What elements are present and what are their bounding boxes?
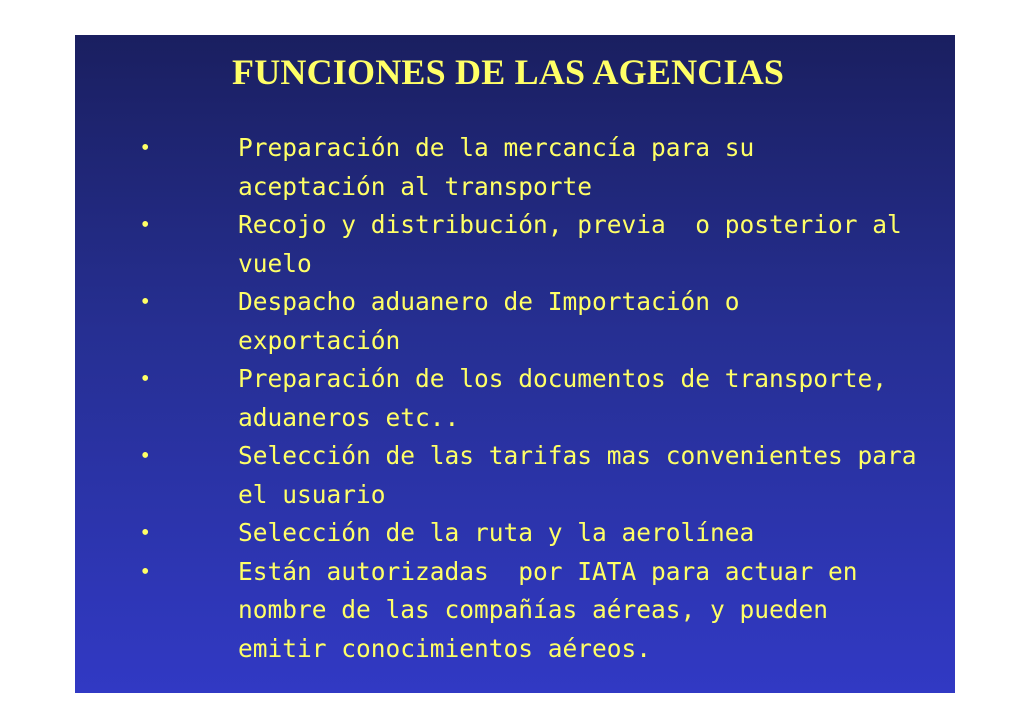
slide — [75, 35, 955, 693]
bullet-icon: • — [141, 520, 150, 546]
list-item — [75, 437, 917, 514]
list-item-text-line: Recojo y distribución, previa o posterior al — [238, 210, 902, 239]
bullet-icon: • — [141, 558, 150, 585]
list-item-text-line: el usuario — [238, 479, 386, 509]
bullet-list — [75, 129, 917, 668]
list-item — [75, 206, 917, 283]
bullet-icon: • — [141, 212, 150, 238]
list-item-text-line: Selección de la ruta y la aerolínea — [238, 518, 755, 547]
list-item — [75, 283, 917, 360]
list-item — [75, 129, 917, 206]
bullet-icon: • — [141, 289, 150, 315]
bullet-icon: • — [141, 366, 150, 392]
bullet-icon: • — [141, 135, 150, 161]
list-item-text-line: exportación — [238, 325, 401, 355]
list-item-text-line: nombre de las compañías aéreas, y pueden — [238, 595, 829, 624]
list-item-text-line: vuelo — [238, 248, 312, 278]
list-item-text-line: Están autorizadas por IATA para actuar en — [238, 556, 858, 586]
slide-title: FUNCIONES DE LAS AGENCIAS — [232, 52, 785, 92]
list-item — [75, 360, 917, 437]
list-item-text-line: aduaneros etc.. — [238, 402, 460, 432]
bullet-icon: • — [141, 443, 150, 469]
list-item-text-line: Selección de las tarifas mas convenientes para — [238, 441, 917, 470]
list-item-text-line: aceptación al transporte — [238, 171, 593, 201]
list-item-text-line: Preparación de los documentos de transporte, — [238, 364, 888, 393]
list-item — [75, 514, 917, 553]
list-item-text-line: Preparación de la mercancía para su — [238, 133, 755, 162]
list-item-text-line: Despacho aduanero de Importación o — [238, 287, 740, 316]
list-item — [75, 553, 917, 669]
list-item-text-line: emitir conocimientos aéreos. — [238, 633, 652, 663]
